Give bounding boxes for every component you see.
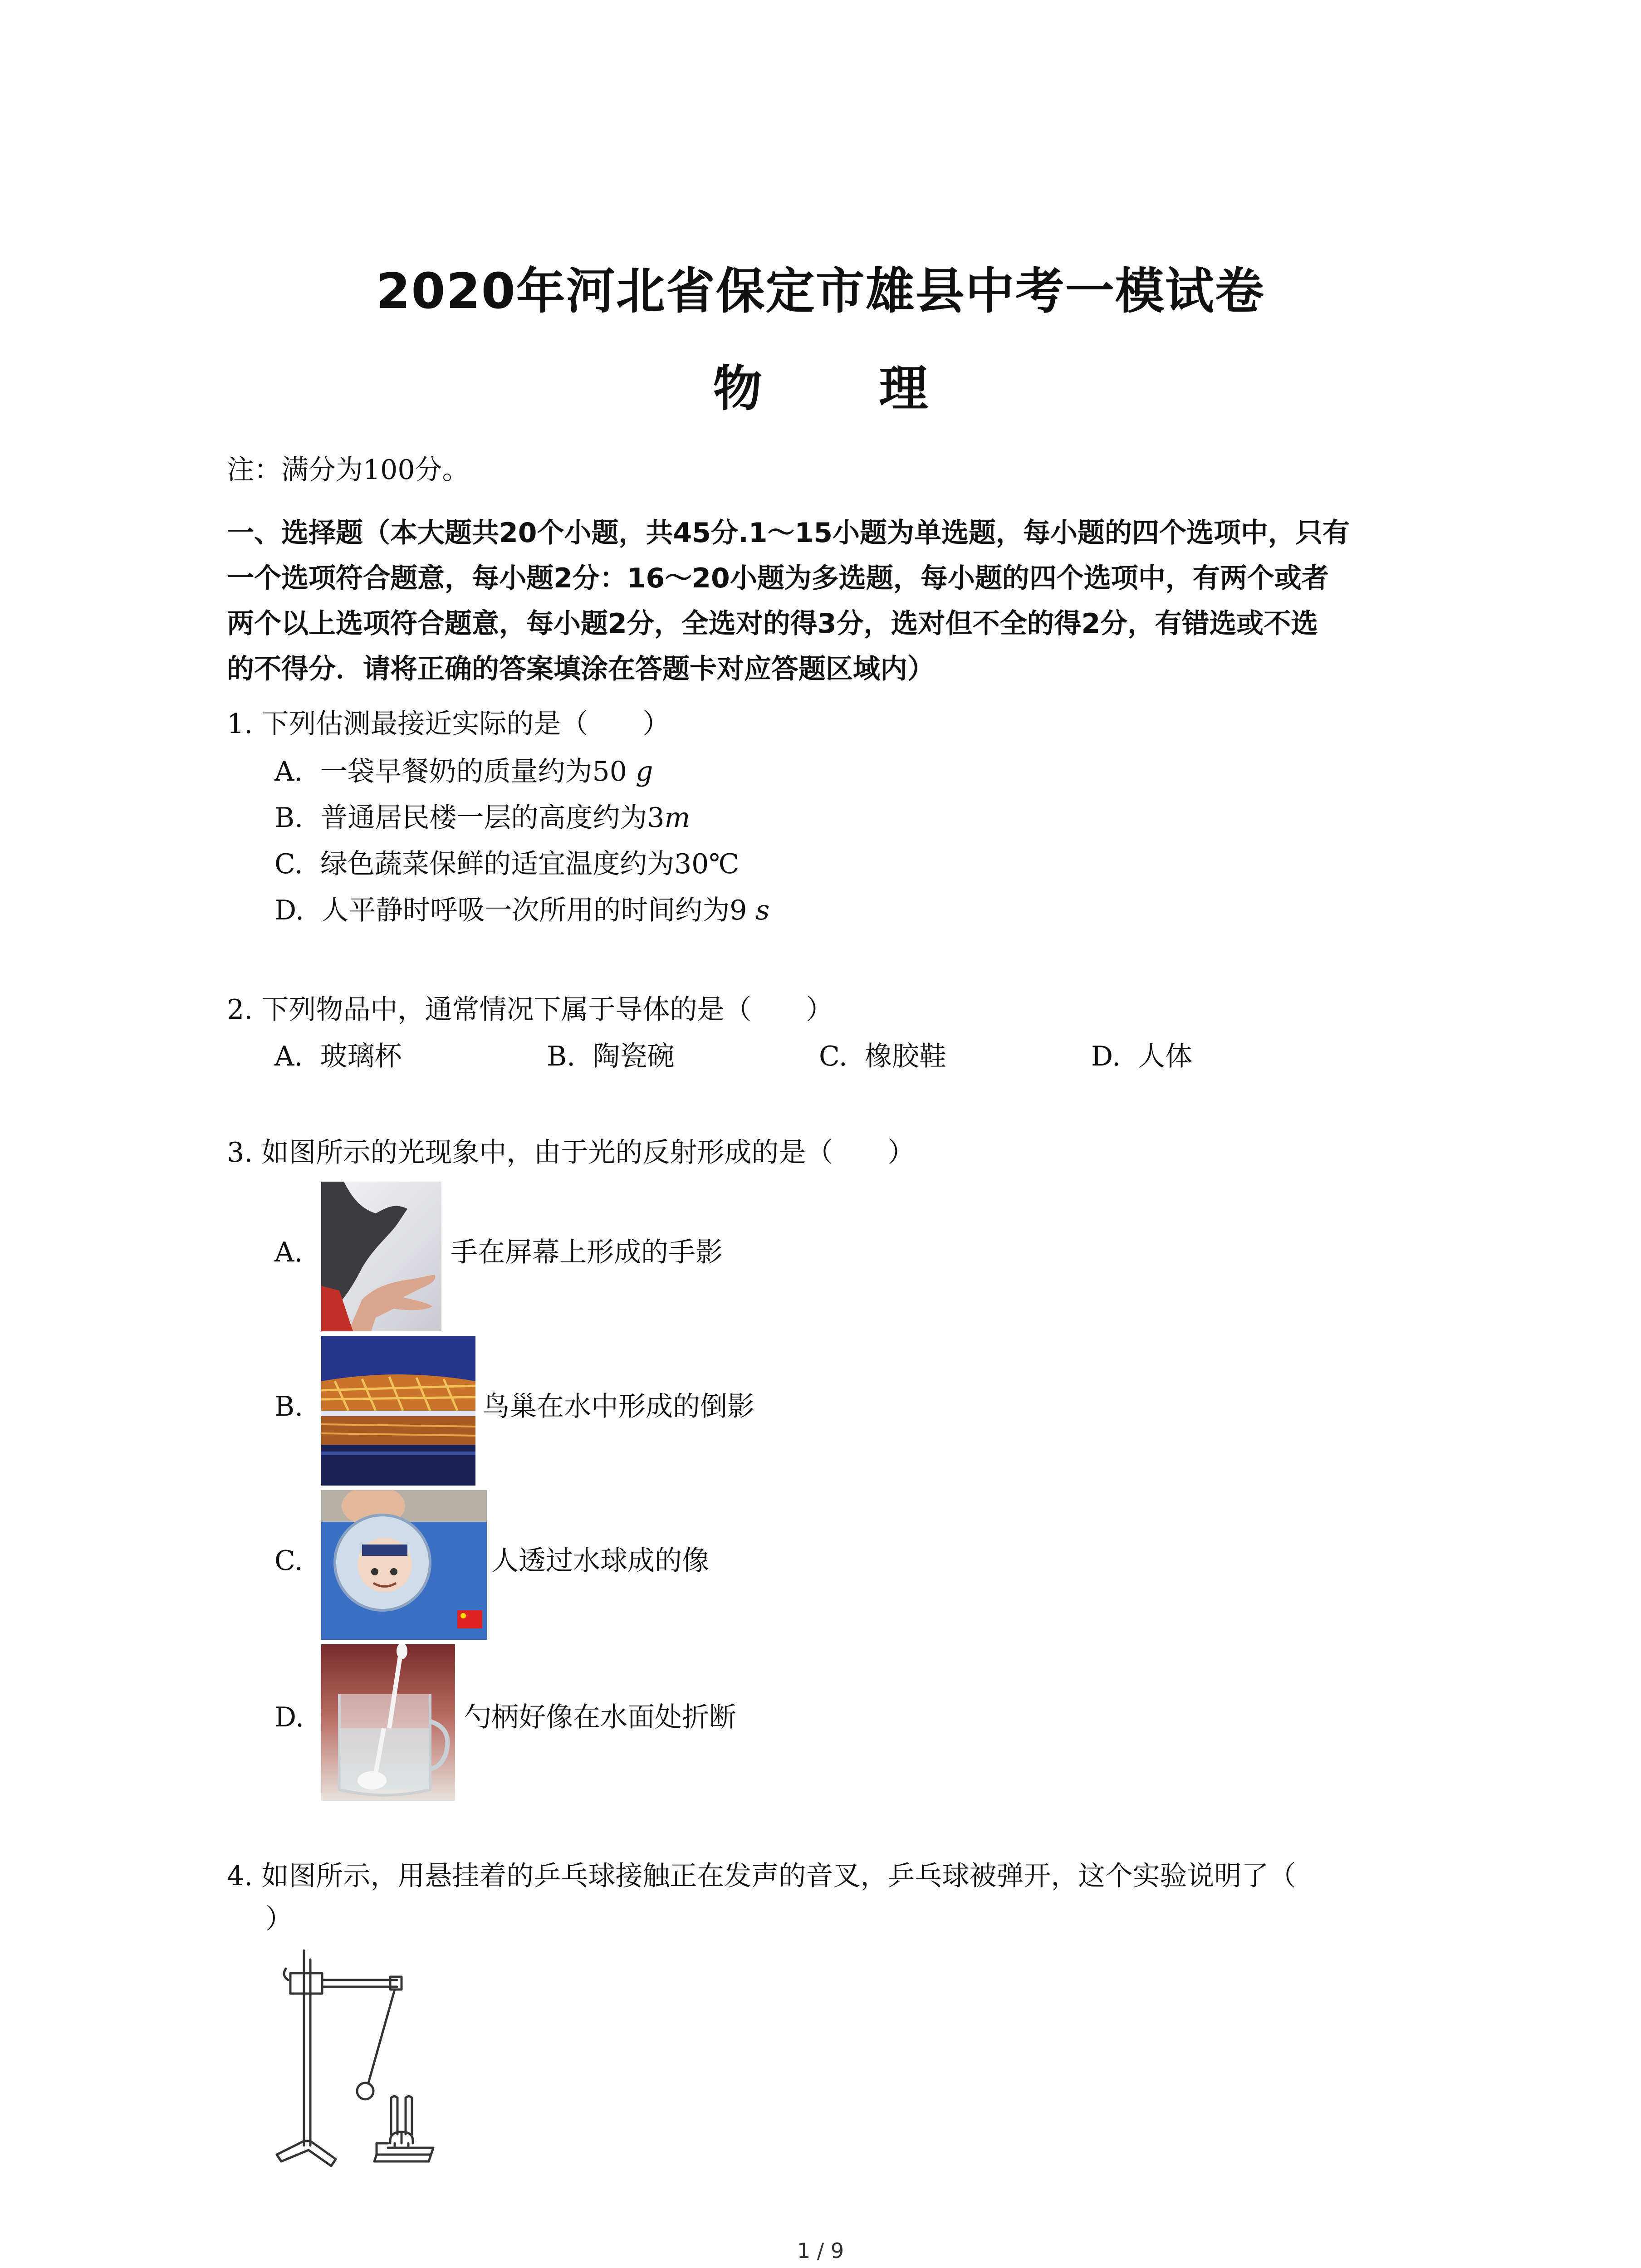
score-note: 注：满分为100分。 [227,454,470,486]
hand-shadow-illustration [321,1182,441,1331]
option-label: B. [274,802,304,834]
spoon-in-water-photo [321,1644,455,1801]
spoon-in-water-illustration [321,1644,455,1801]
option-label: B. [547,1041,576,1072]
question-3-option-c-label: C. [274,1545,303,1577]
option-label: D. [274,894,304,926]
question-1-option-b [274,799,690,836]
question-2-option-d [1091,1038,1192,1075]
section-heading-line-2: 一个选项符合题意，每小题2分：16～20小题为多选题，每小题的四个选项中，有两个或者 [227,562,1329,594]
birds-nest-illustration [321,1336,475,1486]
option-label: C. [819,1041,847,1072]
section-heading-line-3: 两个以上选项符合题意，每小题2分，全选对的得3分，选对但不全的得2分，有错选或不选 [227,608,1318,640]
exam-title: 2020年河北省保定市雄县中考一模试卷 [376,263,1265,320]
water-ball-photo [321,1490,487,1640]
question-3-stem: 3. 如图所示的光现象中，由于光的反射形成的是（ ） [227,1137,915,1168]
question-4-stem-line-2: ） [265,1903,293,1935]
option-text: 人平静时呼吸一次所用的时间约为9 [321,894,747,926]
option-unit: s [755,894,770,926]
question-3-option-b-text: 鸟巢在水中形成的倒影 [482,1391,754,1422]
question-3-option-a-text: 手在屏幕上形成的手影 [451,1237,723,1268]
question-1-option-d [274,892,769,929]
question-3-option-d-label: D. [274,1701,304,1733]
tuning-fork-apparatus-diagram [263,1941,454,2177]
option-text: 一袋早餐奶的质量约为50 [320,756,627,787]
question-4-stem-line-1: 4. 如图所示，用悬挂着的乒乓球接触正在发声的音叉，乒乓球被弹开，这个实验说明了（ [227,1860,1296,1892]
option-text: 绿色蔬菜保鲜的适宜温度约为30℃ [320,848,740,880]
hand-shadow-photo [321,1182,441,1331]
question-3-option-a-label: A. [274,1237,303,1268]
option-unit: m [664,802,691,834]
question-1-stem: 1. 下列估测最接近实际的是（ ） [227,708,670,740]
option-text: 橡胶鞋 [865,1041,946,1072]
question-3-option-b-label: B. [274,1391,304,1422]
question-2-stem: 2. 下列物品中，通常情况下属于导体的是（ ） [227,994,833,1026]
subject-title: 物 理 [713,361,978,417]
birds-nest-reflection-photo [321,1336,475,1486]
question-3-option-c-text: 人透过水球成的像 [491,1545,709,1577]
option-text: 人体 [1138,1041,1193,1072]
section-heading-line-4: 的不得分．请将正确的答案填涂在答题卡对应答题区域内） [227,653,935,685]
option-label: A. [274,1041,303,1072]
water-ball-illustration [321,1490,487,1640]
option-text: 普通居民楼一层的高度约为3 [320,802,665,834]
question-2-option-a [274,1038,402,1075]
question-1-option-a [274,753,653,790]
question-1-option-c [274,846,739,883]
option-label: A. [274,756,303,787]
option-unit: g [636,756,653,787]
question-2-option-c [819,1038,946,1075]
option-label: D. [1091,1041,1121,1072]
question-3-option-d-text: 勺柄好像在水面处折断 [464,1701,736,1733]
option-text: 陶瓷碗 [593,1041,675,1072]
option-label: C. [274,848,303,880]
section-heading-line-1: 一、选择题（本大题共20个小题，共45分.1～15小题为单选题，每小题的四个选项中，只有 [227,517,1350,549]
question-2-option-b [547,1038,674,1075]
page-number: 1 / 9 [797,2239,844,2263]
option-text: 玻璃杯 [320,1041,402,1072]
